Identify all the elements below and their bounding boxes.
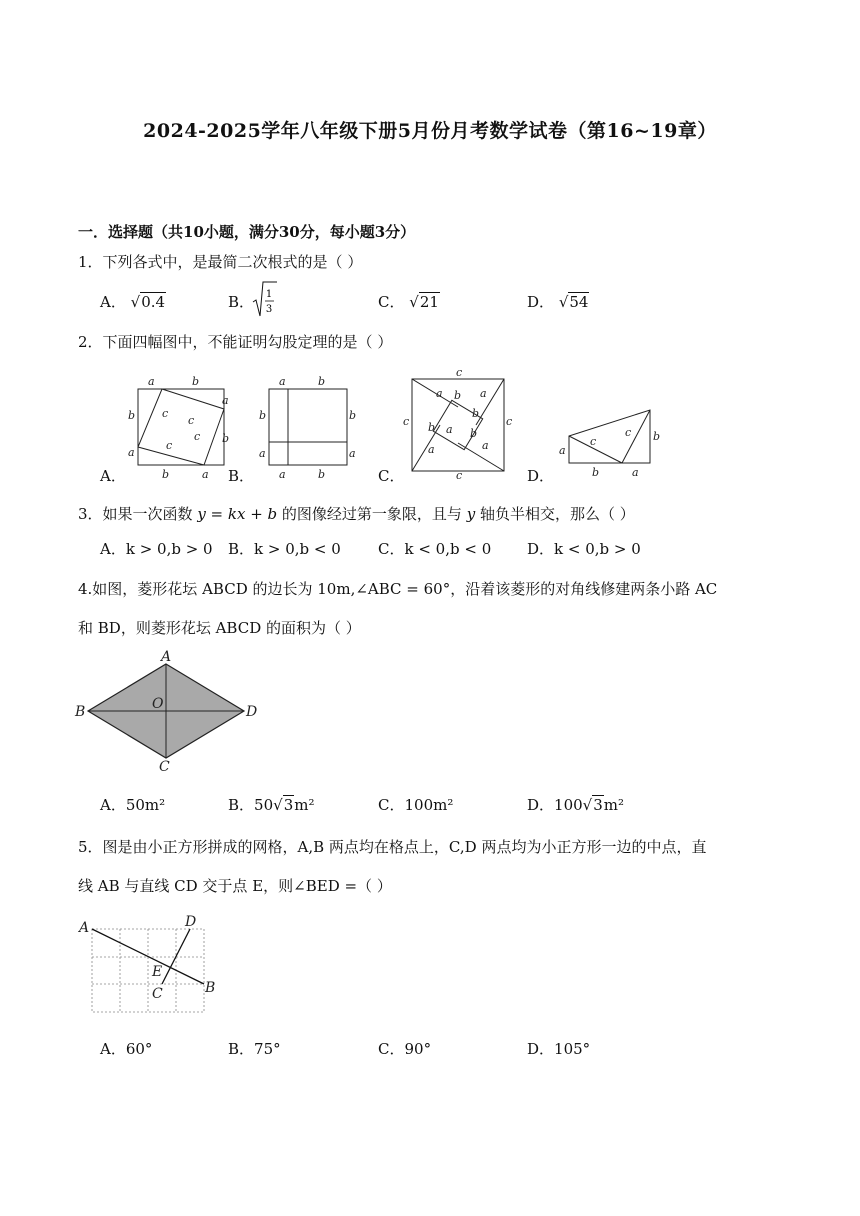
q4-option-a: A．50m² [100, 796, 166, 814]
q2-option-c: C． [378, 467, 405, 485]
svg-text:b: b [428, 421, 436, 434]
svg-text:b: b [470, 427, 478, 440]
svg-text:b: b [318, 468, 326, 480]
q4-label-a: A [161, 650, 172, 665]
q5-option-d: D．105° [527, 1040, 591, 1058]
q2-option-a: A． [100, 467, 126, 485]
q4-label-o: O [152, 696, 164, 712]
svg-text:a: a [279, 468, 286, 480]
q3-option-c: C．k < 0,b < 0 [378, 540, 492, 558]
q1-b-numerator: 1 [265, 289, 273, 300]
q5-option-b: B．75° [228, 1040, 281, 1058]
q5-label-b: B [205, 980, 216, 996]
svg-text:c: c [590, 435, 597, 448]
svg-text:c: c [506, 415, 513, 428]
q1-stem: 1．下列各式中，是最简二次根式的是（ ） [78, 253, 363, 271]
q3-stem: 3．如果一次函数 y = kx + b 的图像经过第一象限，且与 y 轴负半相交，那么（ ） [78, 505, 635, 523]
svg-text:c: c [456, 366, 463, 379]
q2-figure-b [255, 372, 360, 480]
svg-text:b: b [349, 409, 357, 422]
svg-text:b: b [318, 375, 326, 388]
svg-text:c: c [625, 426, 632, 439]
q2-figure-a [120, 372, 235, 480]
q5-label-a: A [79, 920, 90, 936]
q1-c-label: C． [378, 293, 405, 311]
q1-b-sqrt-fraction [252, 280, 278, 320]
q2-option-d: D． [527, 467, 555, 485]
q5-stem-line2: 线 AB 与直线 CD 交于点 E，则∠BED =（ ） [78, 877, 392, 895]
q5-label-e: E [152, 964, 163, 980]
svg-text:a: a [279, 375, 286, 388]
svg-text:b: b [128, 409, 136, 422]
q1-a-label: A． [100, 293, 126, 311]
q2-stem: 2．下面四幅图中，不能证明勾股定理的是（ ） [78, 333, 393, 351]
q3-option-a: A．k > 0,b > 0 [100, 540, 213, 558]
q2-figure-c [398, 365, 518, 480]
svg-text:a: a [148, 375, 155, 388]
svg-text:b: b [592, 466, 600, 479]
section-heading: 一．选择题（共10小题，满分30分，每小题3分） [78, 223, 416, 241]
svg-text:b: b [162, 468, 170, 480]
svg-text:b: b [259, 409, 267, 422]
svg-text:a: a [482, 439, 489, 452]
q1-b-denominator: 3 [265, 304, 273, 315]
svg-text:a: a [632, 466, 639, 479]
page-title: 2024-2025学年八年级下册5月份月考数学试卷（第16~19章） [143, 120, 717, 142]
svg-text:a: a [128, 446, 135, 459]
svg-text:a: a [222, 394, 229, 407]
q5-option-a: A．60° [100, 1040, 153, 1058]
q5-grid-figure [75, 910, 225, 1015]
svg-text:a: a [428, 443, 435, 456]
q5-label-c: C [152, 986, 163, 1002]
q5-label-d: D [185, 914, 197, 930]
q1-d-label: D． [527, 293, 555, 311]
q2-option-b: B． [228, 467, 255, 485]
q4-rhombus-figure [70, 650, 270, 775]
q4-option-c: C．100m² [378, 796, 454, 814]
q5-stem-line1: 5．图是由小正方形拼成的网格，A,B 两点均在格点上，C,D 两点均为小正方形一边的中点，直 [78, 838, 707, 856]
svg-text:c: c [162, 407, 169, 420]
q3-option-d: D．k < 0,b > 0 [527, 540, 641, 558]
q1-option-c: C． √21 [378, 293, 439, 311]
q1-option-a: A． √0.4 [100, 293, 166, 311]
svg-text:c: c [456, 469, 463, 480]
q3-option-b: B．k > 0,b < 0 [228, 540, 341, 558]
q4-label-b: B [75, 704, 86, 720]
svg-text:b: b [653, 430, 661, 443]
svg-text:a: a [559, 444, 566, 457]
q4-label-c: C [159, 759, 170, 775]
svg-text:b: b [472, 407, 480, 420]
q4-option-d: D．100√3m² [527, 796, 625, 814]
svg-text:a: a [202, 468, 209, 480]
svg-text:a: a [446, 423, 453, 436]
svg-text:b: b [222, 432, 230, 445]
svg-text:a: a [349, 447, 356, 460]
q4-stem-line1: 4.如图，菱形花坛 ABCD 的边长为 10m,∠ABC = 60°，沿着该菱形的对角线修建两条小路 AC [78, 580, 718, 598]
q3-formula: y = kx + b [197, 505, 278, 523]
q4-label-d: D [246, 704, 258, 720]
svg-text:b: b [192, 375, 200, 388]
svg-text:c: c [403, 415, 410, 428]
svg-text:c: c [188, 414, 195, 427]
q1-b-label: B． [228, 293, 255, 311]
q4-option-b: B．50√3m² [228, 796, 315, 814]
svg-text:c: c [166, 439, 173, 452]
q1-d-radicand: 54 [569, 293, 589, 311]
q5-option-c: C．90° [378, 1040, 432, 1058]
q2-figure-d [552, 398, 667, 480]
q1-option-b [228, 291, 254, 312]
svg-text:a: a [436, 387, 443, 400]
svg-text:c: c [194, 430, 201, 443]
q1-option-d: D． √54 [527, 293, 589, 311]
q4-stem-line2: 和 BD，则菱形花坛 ABCD 的面积为（ ） [78, 619, 361, 637]
svg-text:a: a [259, 447, 266, 460]
svg-text:b: b [454, 389, 462, 402]
q1-c-radicand: 21 [419, 293, 439, 311]
q1-a-radicand: 0.4 [141, 293, 166, 311]
svg-text:a: a [480, 387, 487, 400]
